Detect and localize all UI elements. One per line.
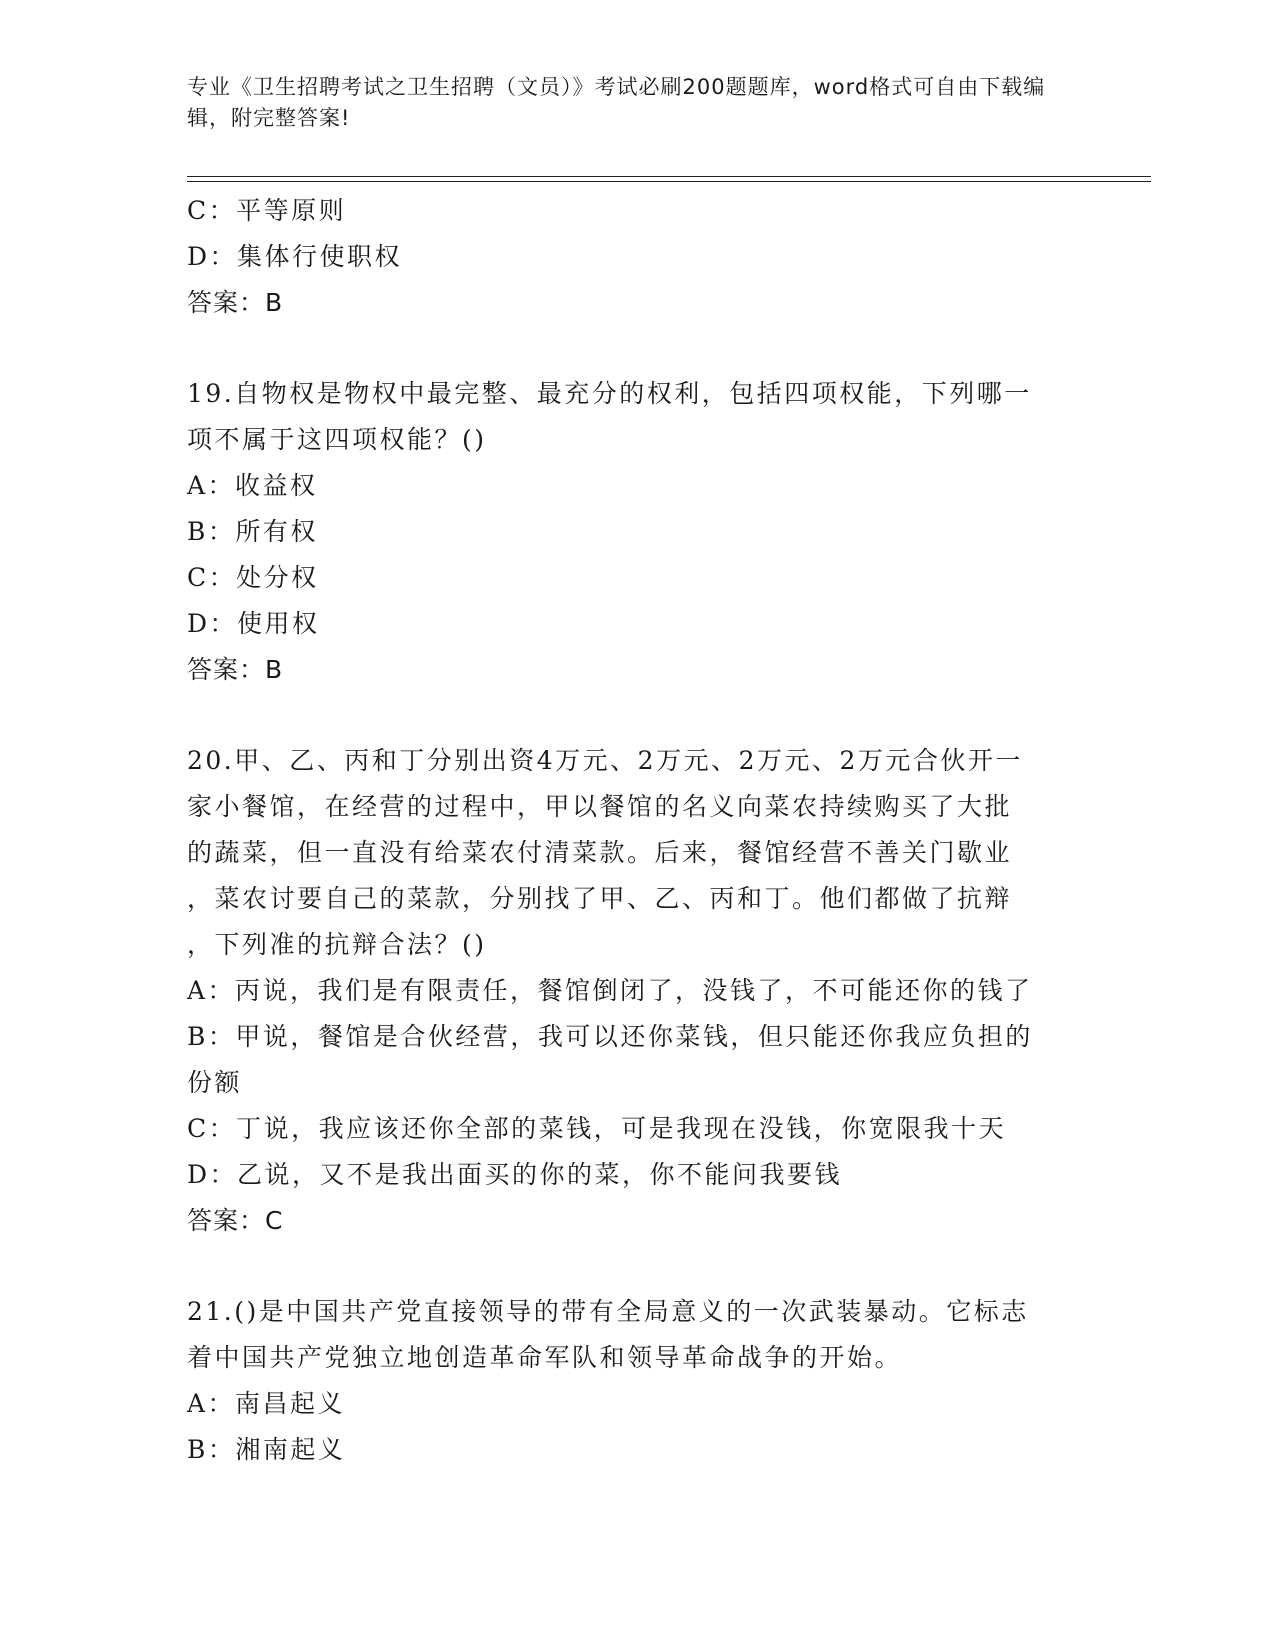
option: B：湘南起义 xyxy=(187,1435,346,1464)
option: D：乙说，又不是我出面买的你的菜，你不能问我要钱 xyxy=(187,1160,843,1189)
option: D：集体行使职权 xyxy=(187,242,403,271)
question-list xyxy=(187,188,1087,1473)
question-stem: ，菜农讨要自己的菜款，分别找了甲、乙、丙和丁。他们都做了抗辩 xyxy=(187,884,1013,913)
option: B：甲说，餐馆是合伙经营，我可以还你菜钱，但只能还你我应负担的 xyxy=(187,1022,1033,1051)
question-stem: ，下列准的抗辩合法？() xyxy=(187,930,487,959)
option: B：所有权 xyxy=(187,517,318,546)
question-block xyxy=(187,188,1087,326)
option: C：平等原则 xyxy=(187,196,347,225)
answer: 答案：B xyxy=(187,288,284,317)
header-rule xyxy=(187,176,1151,177)
question-stem: 着中国共产党独立地创造革命军队和领导革命战争的开始。 xyxy=(187,1343,903,1372)
answer: 答案：C xyxy=(187,1206,284,1235)
option: A：收益权 xyxy=(187,471,318,500)
option: 份额 xyxy=(187,1068,243,1097)
option: C：处分权 xyxy=(187,563,319,592)
question-block xyxy=(187,371,1087,693)
option: A：南昌起义 xyxy=(187,1389,346,1418)
option: A：丙说，我们是有限责任，餐馆倒闭了，没钱了，不可能还你的钱了 xyxy=(187,976,1033,1005)
option: D：使用权 xyxy=(187,609,320,638)
answer: 答案：B xyxy=(187,655,284,684)
page-header: 专业《卫生招聘考试之卫生招聘（文员）》考试必刷200题题库，word格式可自由下载编辑，附完整答案! xyxy=(187,75,1046,130)
question-stem: 的蔬菜，但一直没有给菜农付清菜款。后来，餐馆经营不善关门歇业 xyxy=(187,838,1013,867)
question-stem: 项不属于这四项权能？() xyxy=(187,425,487,454)
question-stem: 21.()是中国共产党直接领导的带有全局意义的一次武装暴动。它标志 xyxy=(187,1297,1029,1326)
option: C：丁说，我应该还你全部的菜钱，可是我现在没钱，你宽限我十天 xyxy=(187,1114,1007,1143)
header-rule xyxy=(187,181,1151,182)
question-stem: 20.甲、乙、丙和丁分别出资4万元、2万元、2万元、2万元合伙开一 xyxy=(187,746,1023,775)
question-block xyxy=(187,1289,1087,1473)
question-stem: 家小餐馆，在经营的过程中，甲以餐馆的名义向菜农持续购买了大批 xyxy=(187,792,1013,821)
question-stem: 19.自物权是物权中最完整、最充分的权利，包括四项权能，下列哪一 xyxy=(187,379,1032,408)
question-block xyxy=(187,738,1087,1244)
